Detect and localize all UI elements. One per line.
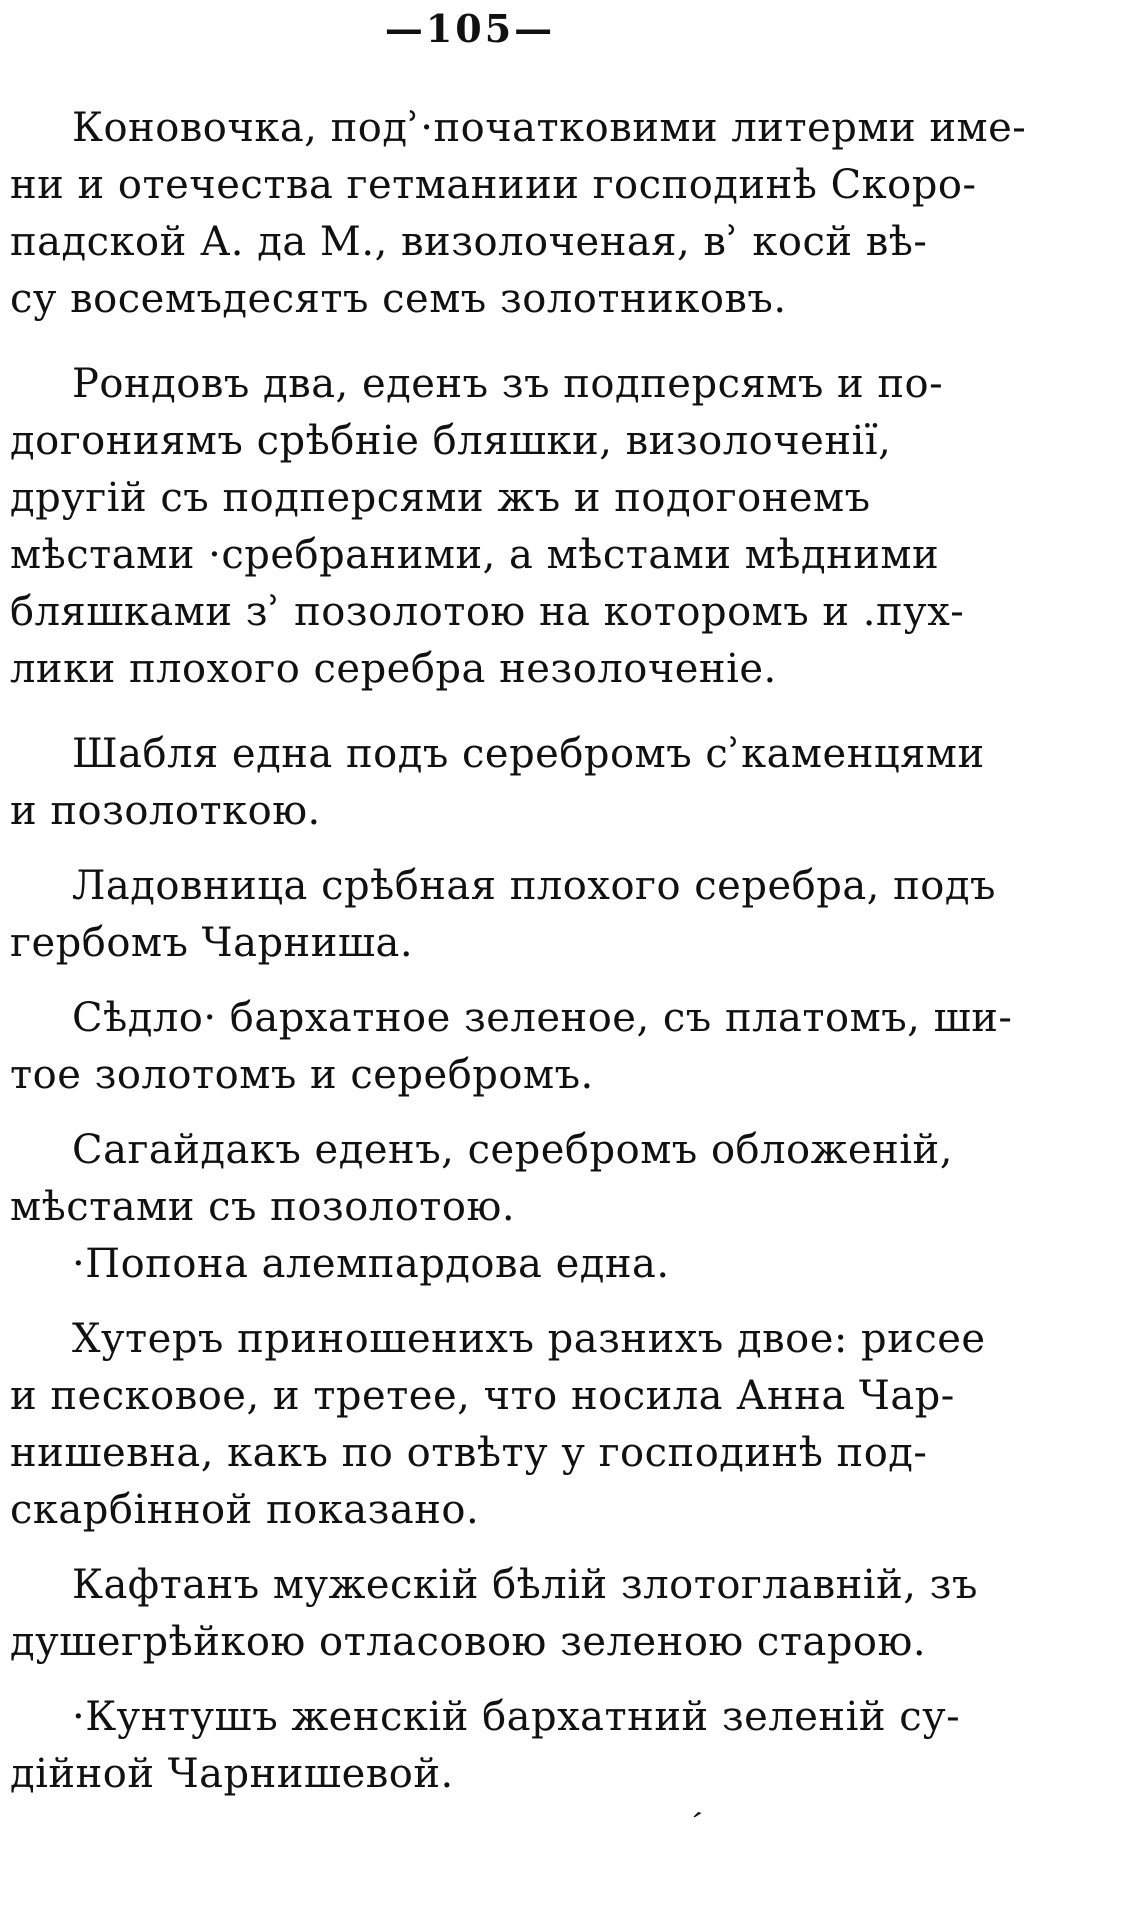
text-line: ·Попона алемпардова една. [72,1241,670,1287]
text-line: скарбінной показано. [10,1487,480,1533]
paragraph-konovochka [10,100,1027,328]
text-line: догониямъ срѣбніе бляшки, визолоченії, [10,418,892,464]
text-line: и позолоткою. [10,788,321,834]
paragraph-kuntush [10,1689,1010,1803]
text-line: су восемъдесятъ семъ золотниковъ. [10,276,787,322]
text-line: дійной Чарнишевой. [10,1751,454,1797]
paragraph-sedlo [10,990,1013,1104]
text-line: и песковое, и третее, что носила Анна Чар- [10,1373,955,1419]
text-line: падской А. да М., визолоченая, вʾ косй вѣ- [10,219,928,265]
paragraph-khuter [10,1311,1010,1539]
text-line: ·Кунтушъ женскій бархатний зеленій су- [72,1694,961,1740]
text-line: Хутеръ приношенихъ разнихъ двое: рисее [72,1316,986,1362]
text-line: Сѣдло· бархатное зеленое, съ платомъ, ши- [72,995,1013,1041]
body-text [10,100,1027,1803]
text-line: ни и отечества гетманиии господинѣ Скоро- [10,162,977,208]
paragraph-sagaydak [10,1122,1010,1236]
paragraph-ladovnitsa [10,858,1010,972]
text-line: Коновочка, подʾ·початковими литерми име- [72,105,1027,151]
text-line: гербомъ Чарниша. [10,920,414,966]
text-line: тое золотомъ и серебромъ. [10,1052,594,1098]
text-line: Шабля една подъ серебромъ сʾкаменцями [72,731,985,777]
text-line: другій съ подперсями жъ и подогонемъ [10,475,871,521]
text-line: Сагайдакъ еденъ, серебромъ обложеній, [72,1127,953,1173]
paragraph-shablya [10,726,1010,840]
text-line: мѣстами ·сребраними, а мѣстами мѣдними [10,532,940,578]
text-line: лики плохого серебра незолоченіе. [10,646,777,692]
ink-mark: ′ [683,1804,705,1846]
text-line: душегрѣйкою отласовою зеленою старою. [10,1619,927,1665]
paragraph-kaftan [10,1557,1010,1671]
text-line: бляшками зʾ позолотою на которомъ и .пух- [10,589,965,635]
paragraph-rondov [10,356,1010,698]
text-line: нишевна, какъ по отвѣту у господинѣ под- [10,1430,928,1476]
text-line: Рондовъ два, еденъ зъ подперсямъ и по- [72,361,944,407]
paragraph-popona [10,1236,1010,1293]
text-line: Ладовница срѣбная плохого серебра, подъ [72,863,996,909]
text-line: Кафтанъ мужескій бѣлій злотоглавній, зъ [72,1562,978,1608]
page-number: —105— [384,6,556,51]
text-line: мѣстами съ позолотою. [10,1184,516,1230]
